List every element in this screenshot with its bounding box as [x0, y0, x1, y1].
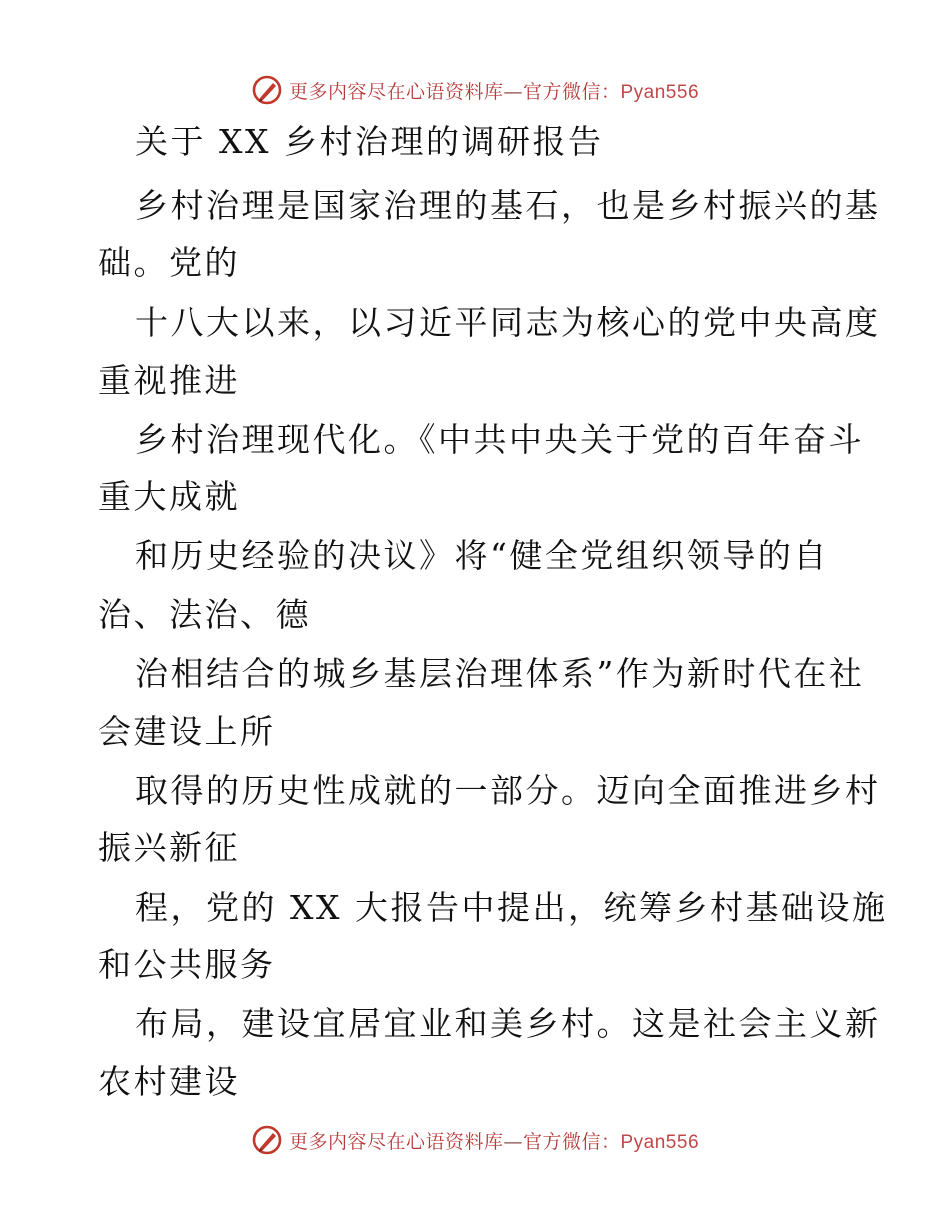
watermark-label: 官方微信： — [522, 80, 621, 103]
footer-watermark — [0, 1120, 950, 1160]
document-line: 和历史经验的决议》将“健全党组织领导的自 — [135, 536, 829, 575]
document-line: 取得的历史性成就的一部分。迈向全面推进乡村 — [135, 771, 881, 810]
document-line: 和公共服务 — [98, 945, 276, 984]
document-line: 布局，建设宜居宜业和美乡村。这是社会主义新 — [135, 1004, 881, 1043]
watermark-text — [289, 1127, 699, 1154]
document-line: 乡村治理现代化。《中共中央关于党的百年奋斗 — [135, 420, 864, 459]
document-line: 振兴新征 — [98, 828, 240, 867]
document-line: 十八大以来，以习近平同志为核心的党中央高度 — [135, 303, 881, 342]
document-line: 会建设上所 — [98, 712, 276, 751]
document-line: 础。党的 — [98, 243, 240, 282]
document-line: 程，党的 XX 大报告中提出，统筹乡村基础设施 — [135, 888, 888, 927]
watermark-dash: — — [503, 1130, 523, 1153]
watermark-account: Pyan556 — [620, 1131, 700, 1153]
watermark-label: 官方微信： — [522, 1130, 621, 1153]
document-title: 关于 XX 乡村治理的调研报告 — [135, 122, 604, 161]
watermark-account: Pyan556 — [620, 81, 700, 103]
document-line: 重大成就 — [98, 477, 240, 516]
document-line: 重视推进 — [98, 361, 240, 400]
pen-logo-icon — [251, 1124, 283, 1156]
watermark-brand: 更多内容尽在心语资料库 — [288, 80, 504, 103]
watermark-brand: 更多内容尽在心语资料库 — [288, 1130, 504, 1153]
header-watermark — [0, 70, 950, 110]
document-line: 农村建设 — [98, 1062, 240, 1101]
watermark-text — [289, 77, 699, 104]
watermark-dash: — — [503, 80, 523, 103]
pen-logo-icon — [251, 74, 283, 106]
document-line: 治、法治、德 — [98, 595, 311, 634]
document-line: 治相结合的城乡基层治理体系”作为新时代在社 — [135, 654, 865, 693]
document-line: 乡村治理是国家治理的基石，也是乡村振兴的基 — [135, 186, 881, 225]
